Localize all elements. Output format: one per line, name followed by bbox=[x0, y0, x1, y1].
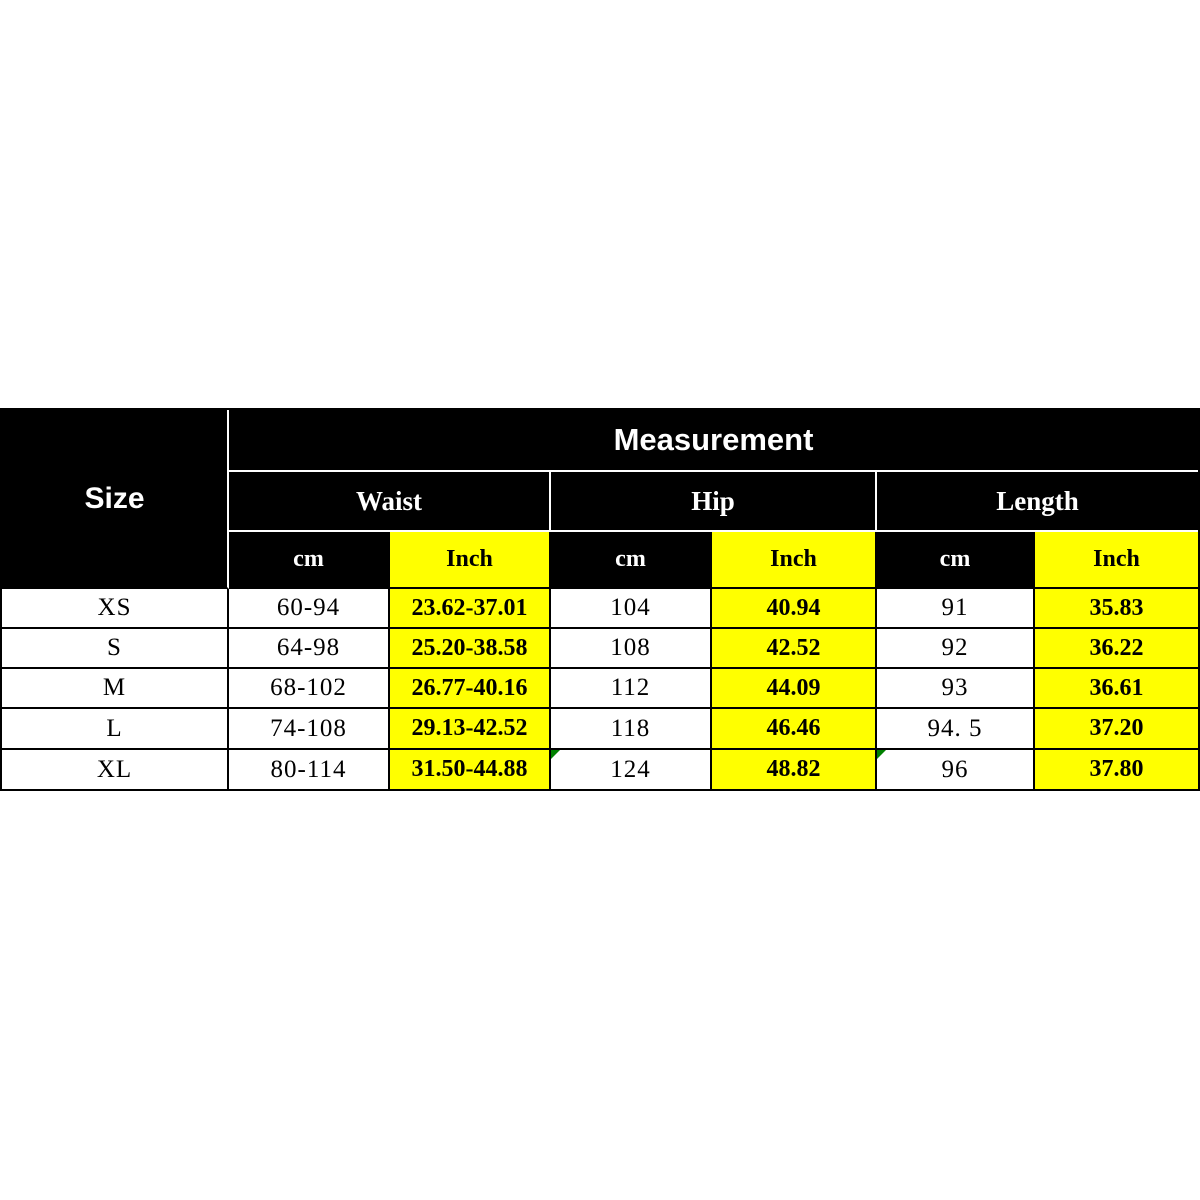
row-m-waist-inch: 26.77-40.16 bbox=[390, 669, 551, 709]
row-s-size-label: S bbox=[2, 629, 229, 669]
waist-inch-header: Inch bbox=[390, 532, 551, 589]
excel-error-marker-icon bbox=[877, 750, 886, 759]
row-l-hip-inch: 46.46 bbox=[712, 709, 877, 750]
size-measurement-table bbox=[0, 408, 1200, 791]
row-l-waist-inch: 29.13-42.52 bbox=[390, 709, 551, 750]
table-title: Measurement bbox=[229, 410, 1198, 472]
row-s-hip-inch: 42.52 bbox=[712, 629, 877, 669]
row-xl-length-cm bbox=[877, 750, 1035, 791]
waist-group-header: Waist bbox=[229, 472, 551, 532]
row-xl-size-label: XL bbox=[2, 750, 229, 791]
row-s-length-inch: 36.22 bbox=[1035, 629, 1198, 669]
row-xs-waist-inch: 23.62-37.01 bbox=[390, 589, 551, 629]
row-m-hip-inch: 44.09 bbox=[712, 669, 877, 709]
row-xl-length-cm-value: 96 bbox=[941, 755, 969, 783]
row-m-length-cm: 93 bbox=[877, 669, 1035, 709]
row-xl-length-inch: 37.80 bbox=[1035, 750, 1198, 791]
row-xs-length-inch: 35.83 bbox=[1035, 589, 1198, 629]
row-xl-hip-cm bbox=[551, 750, 712, 791]
row-m-hip-cm: 112 bbox=[551, 669, 712, 709]
row-l-hip-cm: 118 bbox=[551, 709, 712, 750]
row-xs-waist-cm: 60-94 bbox=[229, 589, 390, 629]
row-s-hip-cm: 108 bbox=[551, 629, 712, 669]
row-s-waist-inch: 25.20-38.58 bbox=[390, 629, 551, 669]
row-l-length-inch: 37.20 bbox=[1035, 709, 1198, 750]
row-xs-hip-cm: 104 bbox=[551, 589, 712, 629]
hip-inch-header: Inch bbox=[712, 532, 877, 589]
row-xs-size-label: XS bbox=[2, 589, 229, 629]
row-m-size-label: M bbox=[2, 669, 229, 709]
length-group-header: Length bbox=[877, 472, 1198, 532]
row-m-length-inch: 36.61 bbox=[1035, 669, 1198, 709]
row-xs-hip-inch: 40.94 bbox=[712, 589, 877, 629]
row-xl-waist-inch: 31.50-44.88 bbox=[390, 750, 551, 791]
row-xl-hip-inch: 48.82 bbox=[712, 750, 877, 791]
row-l-length-cm: 94. 5 bbox=[877, 709, 1035, 750]
waist-cm-header: cm bbox=[229, 532, 390, 589]
row-l-size-label: L bbox=[2, 709, 229, 750]
size-column-header: Size bbox=[2, 410, 229, 589]
row-xs-length-cm: 91 bbox=[877, 589, 1035, 629]
row-s-length-cm: 92 bbox=[877, 629, 1035, 669]
row-xl-waist-cm: 80-114 bbox=[229, 750, 390, 791]
hip-cm-header: cm bbox=[551, 532, 712, 589]
excel-error-marker-icon bbox=[551, 750, 560, 759]
row-s-waist-cm: 64-98 bbox=[229, 629, 390, 669]
row-l-waist-cm: 74-108 bbox=[229, 709, 390, 750]
length-cm-header: cm bbox=[877, 532, 1035, 589]
length-inch-header: Inch bbox=[1035, 532, 1198, 589]
hip-group-header: Hip bbox=[551, 472, 877, 532]
row-m-waist-cm: 68-102 bbox=[229, 669, 390, 709]
row-xl-hip-cm-value: 124 bbox=[610, 755, 651, 783]
